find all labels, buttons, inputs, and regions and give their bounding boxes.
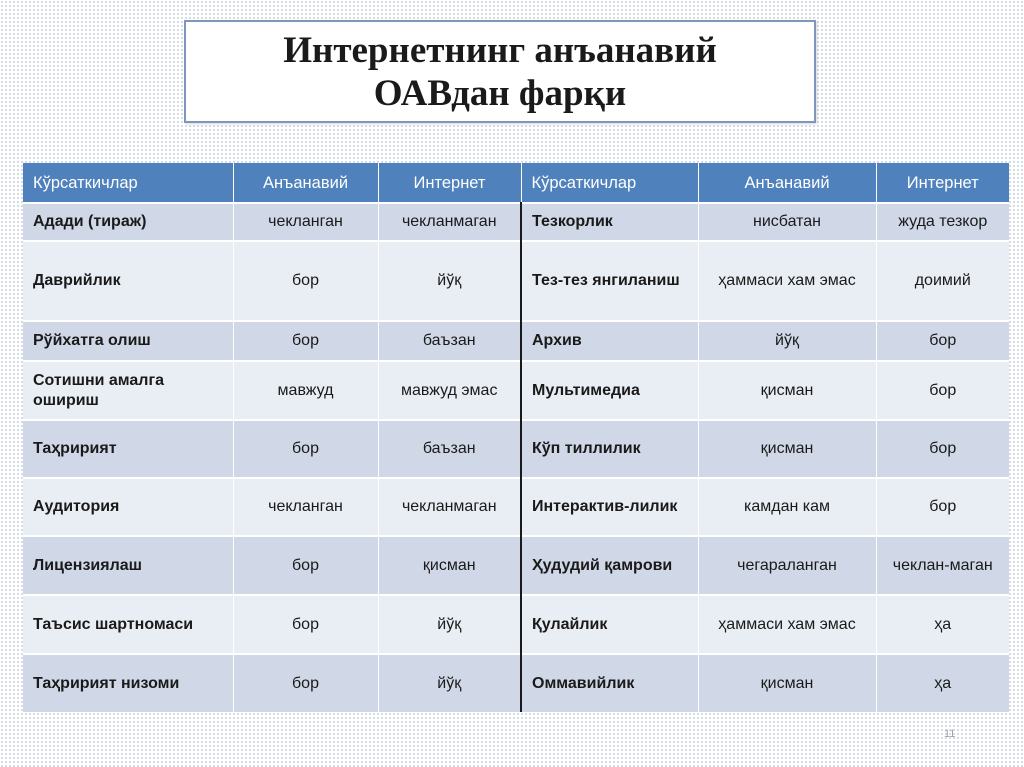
- cell-internet-left: мавжуд эмас: [378, 361, 521, 420]
- row-label-left: Адади (тираж): [23, 203, 233, 241]
- cell-internet-right: доимий: [876, 241, 1009, 321]
- table-header-row: [23, 163, 1009, 203]
- row-label-right: Қулайлик: [521, 595, 698, 654]
- row-label-left: Аудитория: [23, 478, 233, 536]
- cell-traditional-right: қисман: [698, 361, 876, 420]
- cell-traditional-left: бор: [233, 241, 378, 321]
- header-internet-1: Интернет: [378, 163, 521, 203]
- cell-internet-left: баъзан: [378, 420, 521, 478]
- cell-internet-left: қисман: [378, 536, 521, 595]
- title-box: [184, 20, 816, 123]
- table-row: [23, 203, 1009, 241]
- comparison-table: [23, 163, 1009, 712]
- cell-traditional-left: чекланган: [233, 203, 378, 241]
- cell-internet-left: йўқ: [378, 654, 521, 712]
- header-traditional-2: Анъанавий: [698, 163, 876, 203]
- row-label-left: Сотишни амалга ошириш: [23, 361, 233, 420]
- row-label-left: Рўйхатга олиш: [23, 321, 233, 361]
- row-label-right: Мультимедиа: [521, 361, 698, 420]
- cell-internet-left: чекланмаган: [378, 478, 521, 536]
- cell-traditional-right: ҳаммаси хам эмас: [698, 241, 876, 321]
- row-label-left: Таҳририят низоми: [23, 654, 233, 712]
- page-number: 11: [944, 728, 956, 740]
- cell-traditional-right: қисман: [698, 654, 876, 712]
- cell-internet-left: чекланмаган: [378, 203, 521, 241]
- header-indicators-1: Кўрсаткичлар: [23, 163, 233, 203]
- cell-traditional-right: қисман: [698, 420, 876, 478]
- row-label-left: Таҳририят: [23, 420, 233, 478]
- header-internet-2: Интернет: [876, 163, 1009, 203]
- table-row: [23, 361, 1009, 420]
- row-label-left: Таъсис шартномаси: [23, 595, 233, 654]
- row-label-right: Оммавийлик: [521, 654, 698, 712]
- table-row: [23, 654, 1009, 712]
- row-label-right: Ҳудудий қамрови: [521, 536, 698, 595]
- title-line-1: Интернетнинг анъанавий: [283, 29, 717, 71]
- header-traditional-1: Анъанавий: [233, 163, 378, 203]
- cell-traditional-right: чегараланган: [698, 536, 876, 595]
- cell-traditional-left: чекланган: [233, 478, 378, 536]
- cell-traditional-right: йўқ: [698, 321, 876, 361]
- cell-internet-right: жуда тезкор: [876, 203, 1009, 241]
- cell-traditional-left: мавжуд: [233, 361, 378, 420]
- cell-internet-right: чеклан-маган: [876, 536, 1009, 595]
- table-row: [23, 478, 1009, 536]
- row-label-right: Тезкорлик: [521, 203, 698, 241]
- row-label-left: Даврийлик: [23, 241, 233, 321]
- table-row: [23, 321, 1009, 361]
- cell-traditional-left: бор: [233, 595, 378, 654]
- cell-internet-right: бор: [876, 420, 1009, 478]
- cell-traditional-left: бор: [233, 420, 378, 478]
- header-indicators-2: Кўрсаткичлар: [521, 163, 698, 203]
- cell-traditional-left: бор: [233, 654, 378, 712]
- title-line-2: ОАВдан фарқи: [373, 72, 627, 114]
- table-row: [23, 241, 1009, 321]
- row-label-left: Лицензиялаш: [23, 536, 233, 595]
- cell-traditional-left: бор: [233, 536, 378, 595]
- cell-internet-right: бор: [876, 361, 1009, 420]
- cell-internet-right: ҳа: [876, 654, 1009, 712]
- table-row: [23, 536, 1009, 595]
- cell-internet-right: бор: [876, 321, 1009, 361]
- table-row: [23, 420, 1009, 478]
- row-label-right: Кўп тиллилик: [521, 420, 698, 478]
- cell-internet-right: ҳа: [876, 595, 1009, 654]
- cell-internet-left: йўқ: [378, 241, 521, 321]
- cell-internet-left: баъзан: [378, 321, 521, 361]
- row-label-right: Интерактив-лилик: [521, 478, 698, 536]
- cell-traditional-left: бор: [233, 321, 378, 361]
- row-label-right: Тез-тез янгиланиш: [521, 241, 698, 321]
- cell-traditional-right: ҳаммаси хам эмас: [698, 595, 876, 654]
- cell-internet-left: йўқ: [378, 595, 521, 654]
- table-row: [23, 595, 1009, 654]
- row-label-right: Архив: [521, 321, 698, 361]
- cell-internet-right: бор: [876, 478, 1009, 536]
- cell-traditional-right: нисбатан: [698, 203, 876, 241]
- cell-traditional-right: камдан кам: [698, 478, 876, 536]
